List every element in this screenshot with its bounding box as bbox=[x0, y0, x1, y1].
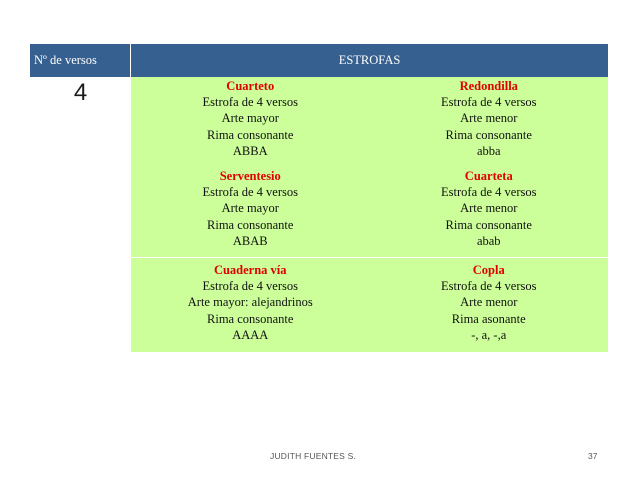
stanza-cuarteta bbox=[370, 167, 609, 249]
stanza-cuarteto bbox=[131, 77, 370, 159]
table-body bbox=[30, 77, 608, 352]
stanza-row bbox=[131, 257, 608, 352]
stanza-line: Arte mayor bbox=[221, 201, 279, 216]
verse-count: 4 bbox=[73, 79, 88, 106]
stanza-line: ABBA bbox=[232, 143, 268, 158]
stanza-cell bbox=[131, 258, 370, 352]
stanza-line: ABAB bbox=[232, 233, 268, 248]
stanza-line: Arte mayor bbox=[221, 111, 279, 126]
stanza-line: AAAA bbox=[232, 327, 269, 342]
stanza-title: Copla bbox=[472, 263, 505, 277]
stanza-line: Rima consonante bbox=[445, 217, 532, 232]
header-stanzas: ESTROFAS bbox=[338, 53, 401, 67]
stanza-title: Redondilla bbox=[459, 79, 518, 93]
stanza-line: Arte mayor: alejandrinos bbox=[187, 295, 313, 310]
stanza-grid bbox=[131, 77, 608, 352]
verse-count-cell bbox=[30, 77, 131, 352]
stanza-line: Estrofa de 4 versos bbox=[441, 185, 537, 200]
stanza-line: Arte menor bbox=[460, 295, 518, 310]
stanza-title: Cuaderna vía bbox=[213, 263, 287, 277]
stanza-copla bbox=[370, 261, 609, 343]
stanza-table bbox=[30, 44, 608, 352]
stanza-row bbox=[131, 77, 608, 167]
stanza-cell bbox=[370, 167, 609, 257]
stanza-title: Serventesio bbox=[219, 169, 281, 183]
stanza-cell bbox=[131, 167, 370, 257]
stanza-cell bbox=[370, 258, 609, 352]
stanza-title: Cuarteta bbox=[464, 169, 513, 183]
stanza-line: Rima consonante bbox=[207, 311, 294, 326]
page-number: 37 bbox=[588, 451, 598, 461]
stanza-line: Estrofa de 4 versos bbox=[441, 95, 537, 110]
stanza-serventesio bbox=[131, 167, 370, 249]
stanza-title: Cuarteto bbox=[226, 79, 275, 93]
stanza-cuaderna-via bbox=[131, 261, 370, 343]
stanza-line: Rima consonante bbox=[207, 127, 294, 142]
footer-author: JUDITH FUENTES S. bbox=[270, 451, 357, 461]
stanza-line: Estrofa de 4 versos bbox=[441, 279, 537, 294]
stanza-line: Arte menor bbox=[460, 111, 518, 126]
header-verse-count: Nº de versos bbox=[30, 44, 131, 77]
stanza-cell bbox=[131, 77, 370, 167]
stanza-line: Rima consonante bbox=[207, 217, 294, 232]
stanza-line: -, a, -,a bbox=[471, 327, 507, 342]
stanza-row bbox=[131, 167, 608, 257]
stanza-line: Estrofa de 4 versos bbox=[202, 279, 298, 294]
stanza-line: Rima asonante bbox=[451, 311, 526, 326]
stanza-redondilla bbox=[370, 77, 609, 159]
stanza-line: abba bbox=[476, 143, 501, 158]
stanza-line: abab bbox=[476, 233, 501, 248]
stanza-line: Arte menor bbox=[460, 201, 518, 216]
stanza-line: Estrofa de 4 versos bbox=[202, 95, 298, 110]
table-header bbox=[30, 44, 608, 77]
stanza-line: Rima consonante bbox=[445, 127, 532, 142]
stanza-cell bbox=[370, 77, 609, 167]
stanza-line: Estrofa de 4 versos bbox=[202, 185, 298, 200]
